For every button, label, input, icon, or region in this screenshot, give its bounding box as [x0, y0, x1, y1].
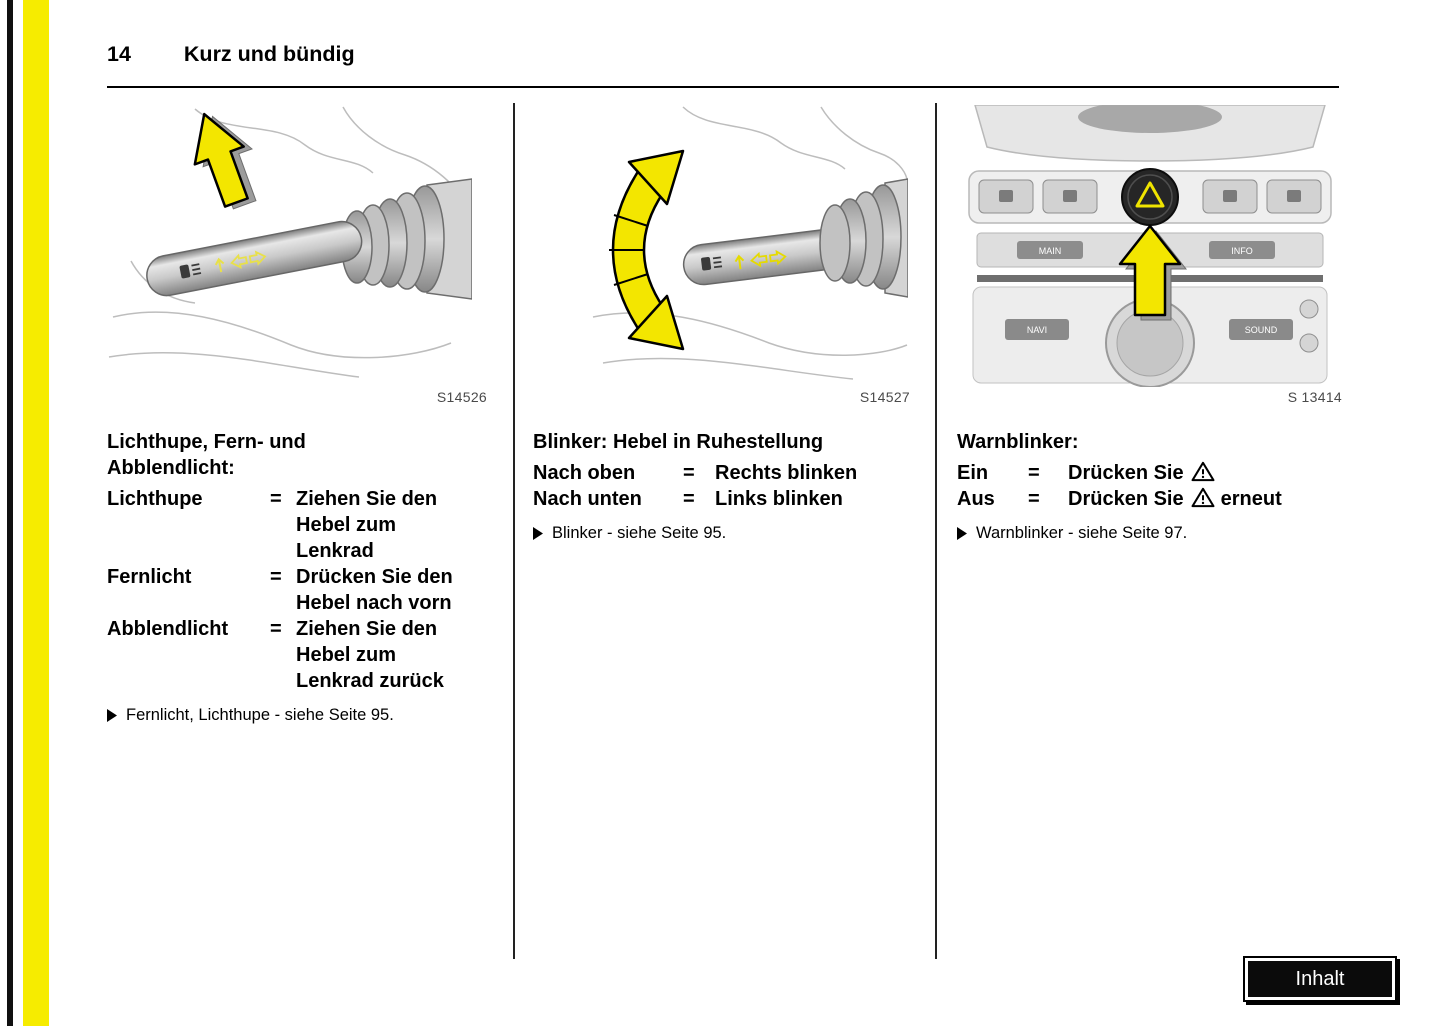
page-header: [107, 42, 355, 67]
column-warnblinker: [957, 105, 1342, 544]
definition-list: [957, 460, 1342, 512]
stalk-illustration-2: [533, 105, 908, 385]
stalk-illustration-1: [107, 105, 472, 385]
inhalt-button[interactable]: [1243, 956, 1397, 1002]
definition-term: Fernlicht: [107, 566, 192, 588]
equals-sign: =: [683, 488, 695, 510]
equals-sign: =: [270, 618, 282, 640]
definition-term: Lichthupe: [107, 488, 203, 510]
note-bullet-icon: [107, 709, 117, 722]
figure-stalk-blinker: [533, 105, 910, 387]
equals-sign: =: [270, 488, 282, 510]
cross-reference-note: Warnblinker - siehe Seite 97.: [957, 522, 1342, 544]
note-bullet-icon: [957, 527, 967, 540]
equals-sign: =: [1028, 462, 1040, 484]
header-rule: [107, 86, 1339, 88]
cross-reference-note: Blinker - siehe Seite 95.: [533, 522, 910, 544]
definition-desc: Links blinken: [715, 488, 843, 510]
hazard-button: [1122, 169, 1178, 225]
blinker-text: [533, 429, 910, 544]
section-title: Blinker: Hebel in Ruhestellung: [533, 431, 824, 453]
figure-caption: S 13414: [1287, 389, 1342, 405]
warnblinker-text: [957, 429, 1342, 544]
indicator-stalk: [143, 218, 365, 299]
cross-reference-note: Fernlicht, Lichthupe - siehe Seite 95.: [107, 704, 487, 726]
figure-stalk-lichthupe: [107, 105, 487, 387]
console-main-label: MAIN: [1038, 246, 1062, 256]
section-title: Warnblinker:: [957, 431, 1079, 453]
page-edge-bar: [7, 0, 13, 1026]
console-sound-label: SOUND: [1244, 325, 1278, 335]
inhalt-button-label[interactable]: Inhalt: [1248, 961, 1392, 997]
definition-term: Nach oben: [533, 462, 636, 484]
page-number: 14: [107, 42, 131, 66]
chapter-color-bar: [23, 0, 49, 1026]
rubber-boot: [820, 179, 908, 297]
hazard-warning-icon: [1191, 487, 1215, 508]
definition-list: [533, 460, 910, 512]
column-lichthupe: [107, 105, 487, 726]
definition-term: Aus: [957, 488, 995, 510]
section-title: Lichthupe, Fern- und Abblendlicht:: [107, 431, 306, 479]
console-top: [975, 105, 1325, 161]
column-blinker: [533, 105, 910, 544]
console-navi-label: NAVI: [1026, 325, 1048, 335]
definition-desc: Drücken Sie erneut: [1068, 488, 1282, 510]
pivot-arrow-icon: [609, 151, 683, 349]
column-divider: [935, 103, 937, 959]
definition-desc: Ziehen Sie den Hebel zum Lenkrad zurück: [296, 618, 444, 692]
definition-term: Abblendlicht: [107, 618, 229, 640]
note-bullet-icon: [533, 527, 543, 540]
definition-desc: Drücken Sie den Hebel nach vorn: [296, 566, 453, 614]
figure-caption: S14527: [859, 389, 910, 405]
definition-term: Ein: [957, 462, 989, 484]
up-arrow-icon: [180, 105, 269, 216]
definition-desc: Drücken Sie: [1068, 460, 1342, 486]
definition-desc: Ziehen Sie den Hebel zum Lenkrad: [296, 488, 438, 562]
equals-sign: =: [683, 462, 695, 484]
hazard-warning-icon: [1191, 461, 1215, 482]
figure-caption: S14526: [436, 389, 487, 405]
equals-sign: =: [1028, 488, 1040, 510]
definition-desc: Rechts blinken: [715, 462, 858, 484]
equals-sign: =: [270, 566, 282, 588]
definition-term: Nach unten: [533, 488, 642, 510]
console-illustration: [957, 105, 1342, 387]
column-divider: [513, 103, 515, 959]
definition-list: [107, 486, 487, 694]
page-title: Kurz und bündig: [183, 42, 355, 66]
lichthupe-text: [107, 429, 487, 726]
figure-console-warnblinker: [957, 105, 1342, 387]
console-info-label: INFO: [1231, 246, 1253, 256]
